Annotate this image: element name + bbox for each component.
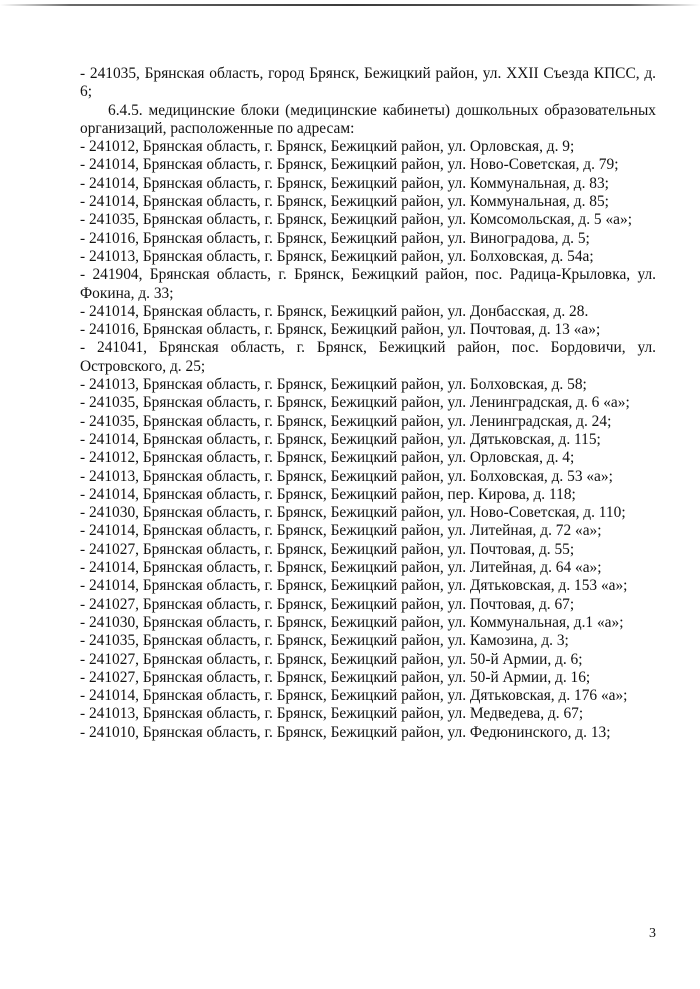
page-number: 3 xyxy=(649,926,656,941)
address-item: - 241013, Брянская область, г. Брянск, Бежицкий район, ул. Медведева, д. 67; xyxy=(80,705,584,723)
address-item: - 241013, Брянская область, г. Брянск, Бежицкий район, ул. Болховская, д. 58; xyxy=(80,376,587,394)
address-item: - 241014, Брянская область, г. Брянск, Бежицкий район, ул. Дятьковская, д. 153 «а»; xyxy=(80,577,628,595)
address-item: - 241014, Брянская область, г. Брянск, Бежицкий район, ул. Дятьковская, д. 176 «а»; xyxy=(80,687,628,705)
scan-edge-line xyxy=(0,4,700,6)
address-item: - 241016, Брянская область, г. Брянск, Бежицкий район, ул. Виноградова, д. 5; xyxy=(80,229,590,247)
address-item: - 241035, Брянская область, г. Брянск, Бежицкий район, ул. Ленинградская, д. 24; xyxy=(80,412,612,430)
address-item: - 241027, Брянская область, г. Брянск, Бежицкий район, ул. 50-й Армии, д. 6; xyxy=(80,650,583,668)
address-item: - 241014, Брянская область, г. Брянск, Бежицкий район, ул. Литейная, д. 72 «а»; xyxy=(80,522,602,540)
address-item: - 241035, Брянская область, город Брянск, Бежицкий район, ул. XXII Съезда КПСС, д. 6; xyxy=(80,65,656,101)
address-item: - 241014, Брянская область, г. Брянск, Бежицкий район, ул. Дятьковская, д. 115; xyxy=(80,430,601,448)
address-item: - 241012, Брянская область, г. Брянск, Бежицкий район, ул. Орловская, д. 4; xyxy=(80,449,575,467)
address-item: - 241041, Брянская область, г. Брянск, Бежицкий район, пос. Бордовичи, ул. Островского, д. 25; xyxy=(80,339,656,375)
address-item: - 241016, Брянская область, г. Брянск, Бежицкий район, ул. Почтовая, д. 13 «а»; xyxy=(80,321,601,339)
address-item: - 241027, Брянская область, г. Брянск, Бежицкий район, ул. Почтовая, д. 67; xyxy=(80,595,575,613)
address-item: - 241014, Брянская область, г. Брянск, Бежицкий район, ул. Коммунальная, д. 83; xyxy=(80,174,609,192)
address-item: - 241010, Брянская область, г. Брянск, Бежицкий район, ул. Федюнинского, д. 13; xyxy=(80,723,611,741)
address-item: - 241035, Брянская область, г. Брянск, Бежицкий район, ул. Комсомольская, д. 5 «а»; xyxy=(80,211,632,229)
address-item: - 241014, Брянская область, г. Брянск, Бежицкий район, ул. Коммунальная, д. 85; xyxy=(80,193,609,211)
address-item: - 241014, Брянская область, г. Брянск, Бежицкий район, ул. Литейная, д. 64 «а»; xyxy=(80,559,602,577)
address-item: - 241030, Брянская область, г. Брянск, Бежицкий район, ул. Ново-Советская, д. 110; xyxy=(80,504,626,522)
document-body xyxy=(80,65,656,742)
section-heading-6-4-5: 6.4.5. медицинские блоки (медицинские кабинеты) дошкольных образовательных организаций, расположенные по адресам: xyxy=(80,101,656,137)
address-item: - 241027, Брянская область, г. Брянск, Бежицкий район, ул. Почтовая, д. 55; xyxy=(80,540,575,558)
address-item: - 241014, Брянская область, г. Брянск, Бежицкий район, ул. Донбасская, д. 28. xyxy=(80,302,589,320)
address-item: - 241014, Брянская область, г. Брянск, Бежицкий район, пер. Кирова, д. 118; xyxy=(80,485,576,503)
address-item: - 241012, Брянская область, г. Брянск, Бежицкий район, ул. Орловская, д. 9; xyxy=(80,138,575,156)
address-item: - 241035, Брянская область, г. Брянск, Бежицкий район, ул. Камозина, д. 3; xyxy=(80,632,569,650)
address-item: - 241904, Брянская область, г. Брянск, Бежицкий район, пос. Радица-Крыловка, ул. Фокина, д. 33; xyxy=(80,266,656,302)
address-item: - 241030, Брянская область, г. Брянск, Бежицкий район, ул. Коммунальная, д.1 «а»; xyxy=(80,613,624,631)
address-item: - 241013, Брянская область, г. Брянск, Бежицкий район, ул. Болховская, д. 53 «а»; xyxy=(80,467,613,485)
address-item: - 241035, Брянская область, г. Брянск, Бежицкий район, ул. Ленинградская, д. 6 «а»; xyxy=(80,394,630,412)
address-item: - 241027, Брянская область, г. Брянск, Бежицкий район, ул. 50-й Армии, д. 16; xyxy=(80,668,591,686)
address-item: - 241014, Брянская область, г. Брянск, Бежицкий район, ул. Ново-Советская, д. 79; xyxy=(80,156,619,174)
address-item: - 241013, Брянская область, г. Брянск, Бежицкий район, ул. Болховская, д. 54а; xyxy=(80,247,594,265)
